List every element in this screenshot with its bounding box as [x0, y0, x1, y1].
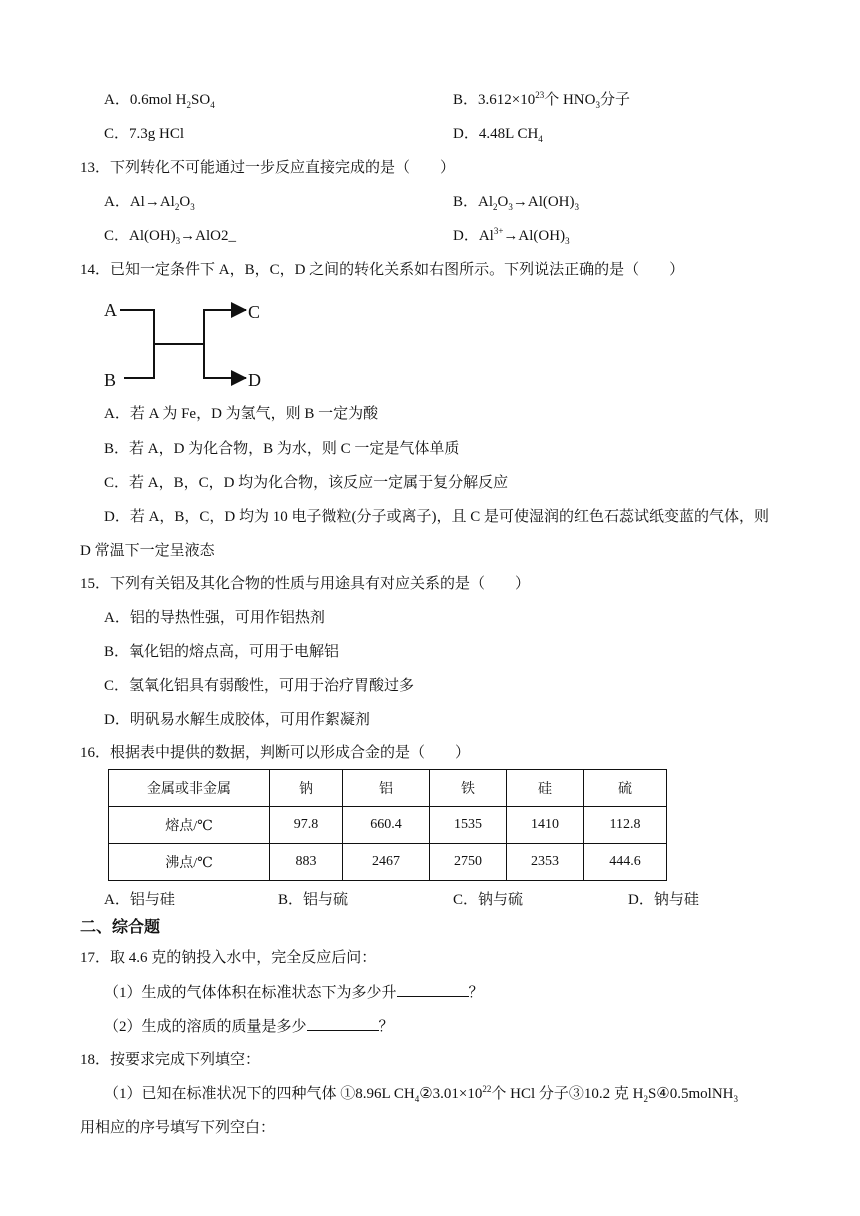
q18-part-1-continued: 用相应的序号填写下列空白： [80, 1120, 276, 1136]
answer-blank[interactable] [397, 982, 469, 997]
diagram-label-d: D [248, 370, 261, 390]
table-header-cell: 金属或非金属 [109, 770, 270, 807]
diagram-label-c: C [248, 302, 261, 322]
diagram-reactant-bracket [120, 310, 154, 378]
table-row [109, 807, 667, 844]
table-cell: 883 [270, 844, 343, 881]
q12-option-a: A．0.6mol $H_2SO_4$ [104, 92, 215, 110]
reaction-diagram [100, 292, 275, 392]
q17-part-1: （1）生成的气体体积在标准状态下为多少升 ？ [104, 982, 484, 1003]
q18-part-1: （1）已知在标准状况下的四种气体 ①8.96L $CH_4②3.01\times 10^{22}$个 HCl 分子③10.2 克 $H_2S④0.5molNH_3$ [104, 1084, 739, 1104]
q14-option-d: D．若 A，B，C，D 均为 10 电子微粒(分子或离子)，且 C 是可使湿润的红色石蕊试纸变蓝的气体，则 [104, 509, 770, 525]
table-row [109, 844, 667, 881]
q14-option-d-continued: D 常温下一定呈液态 [80, 543, 215, 559]
q13-stem: 13．下列转化不可能通过一步反应直接完成的是（ ） [80, 160, 456, 176]
q12-option-c: C．7.3g HCl [104, 126, 185, 142]
q13-option-a: A．$Al\to Al_2O_3$ [104, 194, 195, 212]
q14-option-a: A．若 A 为 Fe，D 为氢气，则 B 一定为酸 [104, 406, 379, 422]
table-cell: 97.8 [270, 807, 343, 844]
q15-option-a: A．铝的导热性强，可用作铝热剂 [104, 610, 325, 626]
q18-stem: 18．按要求完成下列填空： [80, 1052, 261, 1068]
table-header-cell: 硫 [584, 770, 667, 807]
q16-option-d: D．钠与硅 [628, 892, 699, 908]
q16-option-b: B．铝与硫 [278, 892, 349, 908]
table-cell: 2353 [507, 844, 584, 881]
diagram-label-b: B [104, 370, 117, 390]
table-cell: 熔点/℃ [109, 807, 270, 844]
q13-option-c: C．$Al(OH)_3\to AlO2\_$ [104, 228, 237, 246]
q17-part-2: （2）生成的溶质的质量是多少 ？ [104, 1016, 394, 1037]
q15-option-d: D．明矾易水解生成胶体，可用作絮凝剂 [104, 712, 370, 728]
q15-option-b: B．氧化铝的熔点高，可用于电解铝 [104, 644, 340, 660]
table-header-cell: 铝 [343, 770, 430, 807]
table-cell: 2467 [343, 844, 430, 881]
q16-stem: 16．根据表中提供的数据，判断可以形成合金的是（ ） [80, 745, 471, 761]
q14-option-c: C．若 A，B，C，D 均为化合物，该反应一定属于复分解反应 [104, 475, 509, 491]
diagram-label-a: A [104, 300, 117, 320]
section-heading: 二、综合题 [80, 919, 161, 936]
q13-option-d: D．$Al^{3+}\to Al(OH)_3$ [453, 226, 570, 246]
table-cell: 112.8 [584, 807, 667, 844]
q17-stem: 17．取 4.6 克的钠投入水中，完全反应后问： [80, 950, 377, 966]
table-cell: 2750 [430, 844, 507, 881]
q12-option-d: D．4.48L $CH_4$ [453, 126, 543, 144]
diagram-product-bracket [204, 310, 246, 378]
table-header-cell: 钠 [270, 770, 343, 807]
q14-option-b: B．若 A，D 为化合物，B 为水，则 C 一定是气体单质 [104, 441, 460, 457]
table-cell: 1535 [430, 807, 507, 844]
table-header-cell: 铁 [430, 770, 507, 807]
table-header-cell: 硅 [507, 770, 584, 807]
table-cell: 1410 [507, 807, 584, 844]
q13-option-b: B．$Al_2O_3\to Al(OH)_3$ [453, 194, 580, 212]
q15-stem: 15．下列有关铝及其化合物的性质与用途具有对应关系的是（ ） [80, 576, 531, 592]
q16-option-c: C．钠与硫 [453, 892, 524, 908]
table-cell: 660.4 [343, 807, 430, 844]
q12-option-b: B．$3.612\times 10^{23}$个 $HNO_3$分子 [453, 90, 630, 110]
data-table [108, 769, 667, 881]
q15-option-c: C．氢氧化铝具有弱酸性，可用于治疗胃酸过多 [104, 678, 415, 694]
q14-stem: 14．已知一定条件下 A，B，C，D 之间的转化关系如右图所示。下列说法正确的是（ ） [80, 262, 685, 278]
table-header-row [109, 770, 667, 807]
answer-blank[interactable] [307, 1016, 379, 1031]
table-cell: 沸点/℃ [109, 844, 270, 881]
q16-option-a: A．铝与硅 [104, 892, 175, 908]
table-cell: 444.6 [584, 844, 667, 881]
